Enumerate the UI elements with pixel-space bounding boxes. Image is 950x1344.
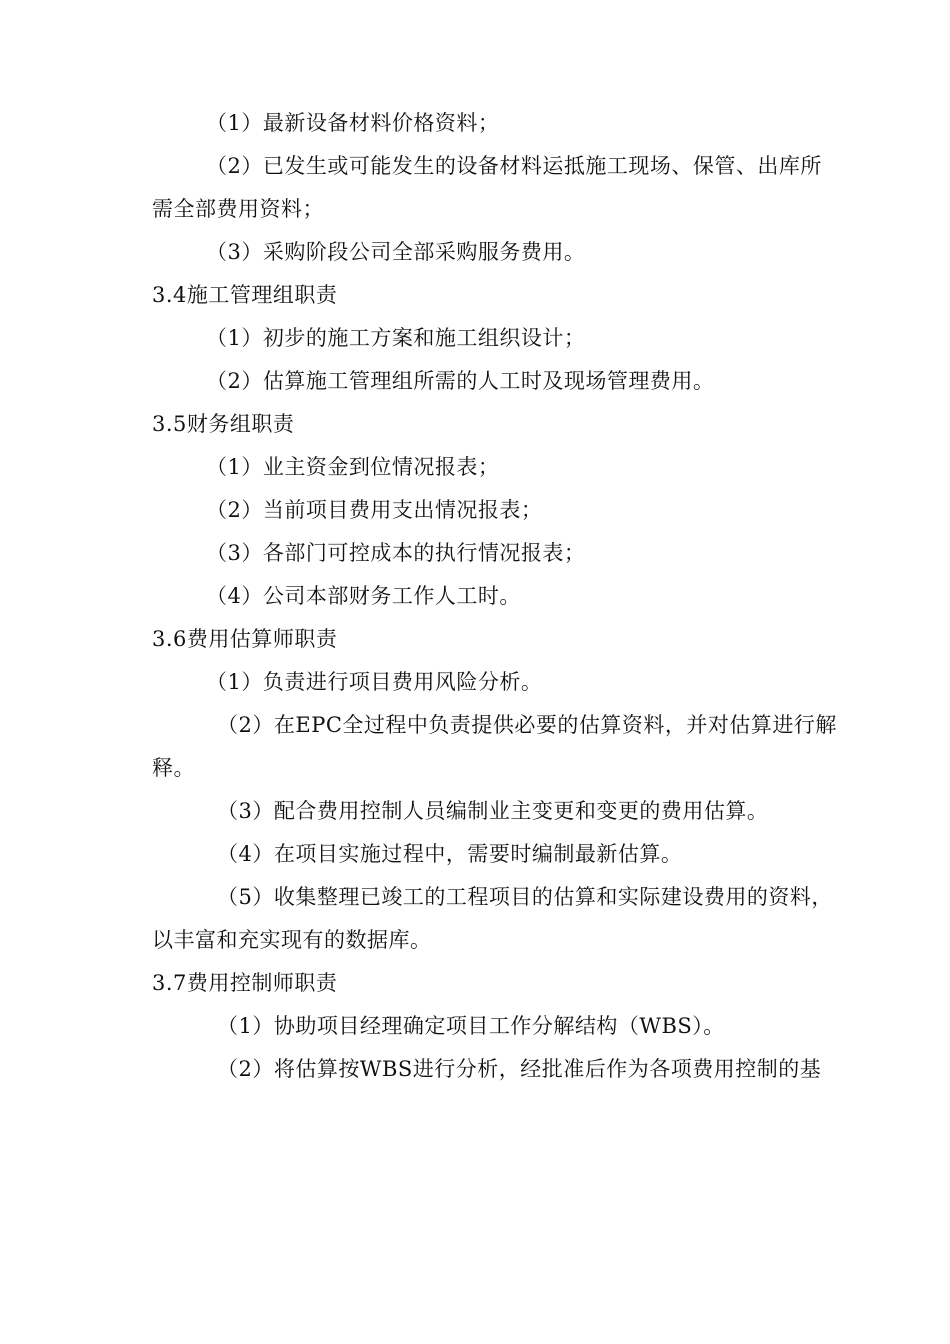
list-item: （1）负责进行项目费用风险分析。 <box>206 670 543 694</box>
list-item: （2）将估算按WBS进行分析，经批准后作为各项费用控制的基 <box>217 1057 822 1081</box>
list-item: （2）估算施工管理组所需的人工时及现场管理费用。 <box>206 369 715 393</box>
list-item: （3）各部门可控成本的执行情况报表； <box>206 541 586 565</box>
list-item: （1）业主资金到位情况报表； <box>206 455 500 479</box>
list-item: （2）在EPC全过程中负责提供必要的估算资料，并对估算进行解 <box>217 713 837 737</box>
list-item: （5）收集整理已竣工的工程项目的估算和实际建设费用的资料， <box>217 885 833 909</box>
list-item: （3）采购阶段公司全部采购服务费用。 <box>206 240 586 264</box>
list-item-continuation: 以丰富和充实现有的数据库。 <box>152 928 432 952</box>
list-item: （4）公司本部财务工作人工时。 <box>206 584 521 608</box>
list-item: （2）已发生或可能发生的设备材料运抵施工现场、保管、出库所 <box>206 154 822 178</box>
section-heading: 3.5财务组职责 <box>152 412 295 436</box>
list-item: （1）初步的施工方案和施工组织设计； <box>206 326 586 350</box>
list-item: （4）在项目实施过程中，需要时编制最新估算。 <box>217 842 683 866</box>
list-item: （1）协助项目经理确定项目工作分解结构（WBS）。 <box>217 1014 725 1038</box>
list-item-continuation: 释。 <box>152 756 195 780</box>
list-item: （3）配合费用控制人员编制业主变更和变更的费用估算。 <box>217 799 769 823</box>
list-item: （2）当前项目费用支出情况报表； <box>206 498 543 522</box>
section-heading: 3.4施工管理组职责 <box>152 283 338 307</box>
list-item: （1）最新设备材料价格资料； <box>206 111 500 135</box>
section-heading: 3.6费用估算师职责 <box>152 627 338 651</box>
list-item-continuation: 需全部费用资料； <box>152 197 324 221</box>
section-heading: 3.7费用控制师职责 <box>152 971 338 995</box>
